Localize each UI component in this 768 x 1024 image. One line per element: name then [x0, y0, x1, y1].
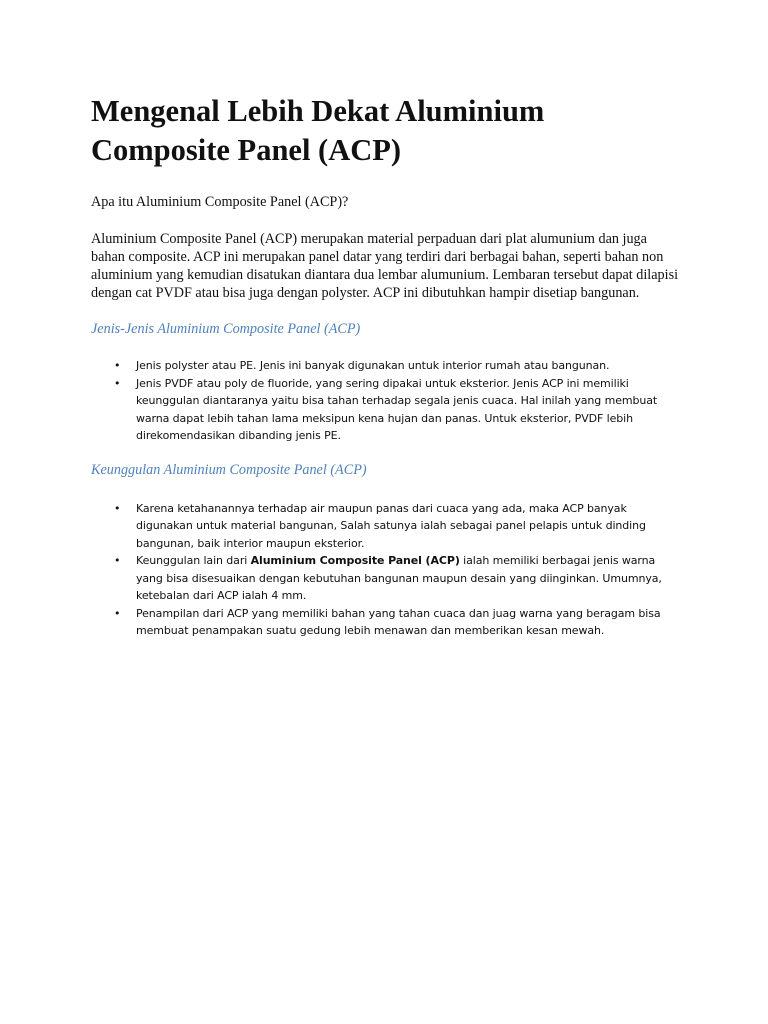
list-item-text-prefix: Keunggulan lain dari	[136, 554, 251, 567]
list-item-text: Jenis PVDF atau poly de fluoride, yang sering dipakai untuk eksterior. Jenis ACP ini memiliki keunggulan diantaranya yaitu bisa tahan terhadap segala jenis cuaca. Hal inilah yang membuat warna dapat lebih tahan lama meksipun kena hujan dan panas. Untuk eksterior, PVDF lebih direkomendasikan dibanding jenis PE.	[136, 376, 658, 442]
bullet-icon: •	[114, 376, 121, 390]
list-item	[91, 375, 681, 445]
advantages-list	[91, 500, 681, 640]
list-item	[91, 357, 681, 375]
page-title: Mengenal Lebih Dekat Aluminium Composite Panel (ACP)	[91, 94, 545, 167]
list-item	[91, 605, 681, 640]
list-item-text-suffix: ialah memiliki berbagai jenis warna yang bisa disesuaikan dengan kebutuhan bangunan maupun desain yang diinginkan. Umumnya, ketebalan dari ACP ialah 4 mm.	[136, 554, 662, 602]
list-item	[91, 500, 681, 553]
section-heading-advantages: Keunggulan Aluminium Composite Panel (ACP)	[91, 461, 367, 478]
list-item	[91, 552, 681, 605]
bullet-icon: •	[114, 501, 121, 515]
bullet-icon: •	[114, 606, 121, 620]
list-item-bold-term: Aluminium Composite Panel (ACP)	[250, 554, 460, 567]
document-body	[91, 92, 681, 640]
types-list	[91, 357, 681, 445]
bullet-icon: •	[114, 554, 121, 567]
list-item-text: Penampilan dari ACP yang memiliki bahan yang tahan cuaca dan juag warna yang beragam bisa membuat penampakan suatu gedung lebih menawan dan memberikan kesan mewah.	[136, 606, 661, 637]
list-item-text: Karena ketahanannya terhadap air maupun panas dari cuaca yang ada, maka ACP banyak digunakan untuk material bangunan, Salah satunya ialah sebagai panel pelapis untuk dinding bangunan, baik interior maupun eksterior.	[136, 501, 646, 550]
list-item-text: Jenis polyster atau PE. Jenis ini banyak digunakan untuk interior rumah atau bangunan.	[136, 359, 610, 372]
bullet-icon: •	[114, 359, 121, 372]
intro-paragraph: Aluminium Composite Panel (ACP) merupakan material perpaduan dari plat alumunium dan juga bahan composite. ACP ini merupakan panel datar yang terdiri dari berbagai bahan, seperti bahan non aluminium yang kemudian disatukan diantara dua lembar alumunium. Lembaran tersebut dapat dilapisi dengan cat PVDF atau bisa juga dengan polyster. ACP ini dibutuhkan hampir disetiap bangunan.	[91, 231, 679, 301]
section-heading-types: Jenis-Jenis Aluminium Composite Panel (ACP)	[91, 321, 361, 337]
intro-question: Apa itu Aluminium Composite Panel (ACP)?	[91, 194, 349, 210]
